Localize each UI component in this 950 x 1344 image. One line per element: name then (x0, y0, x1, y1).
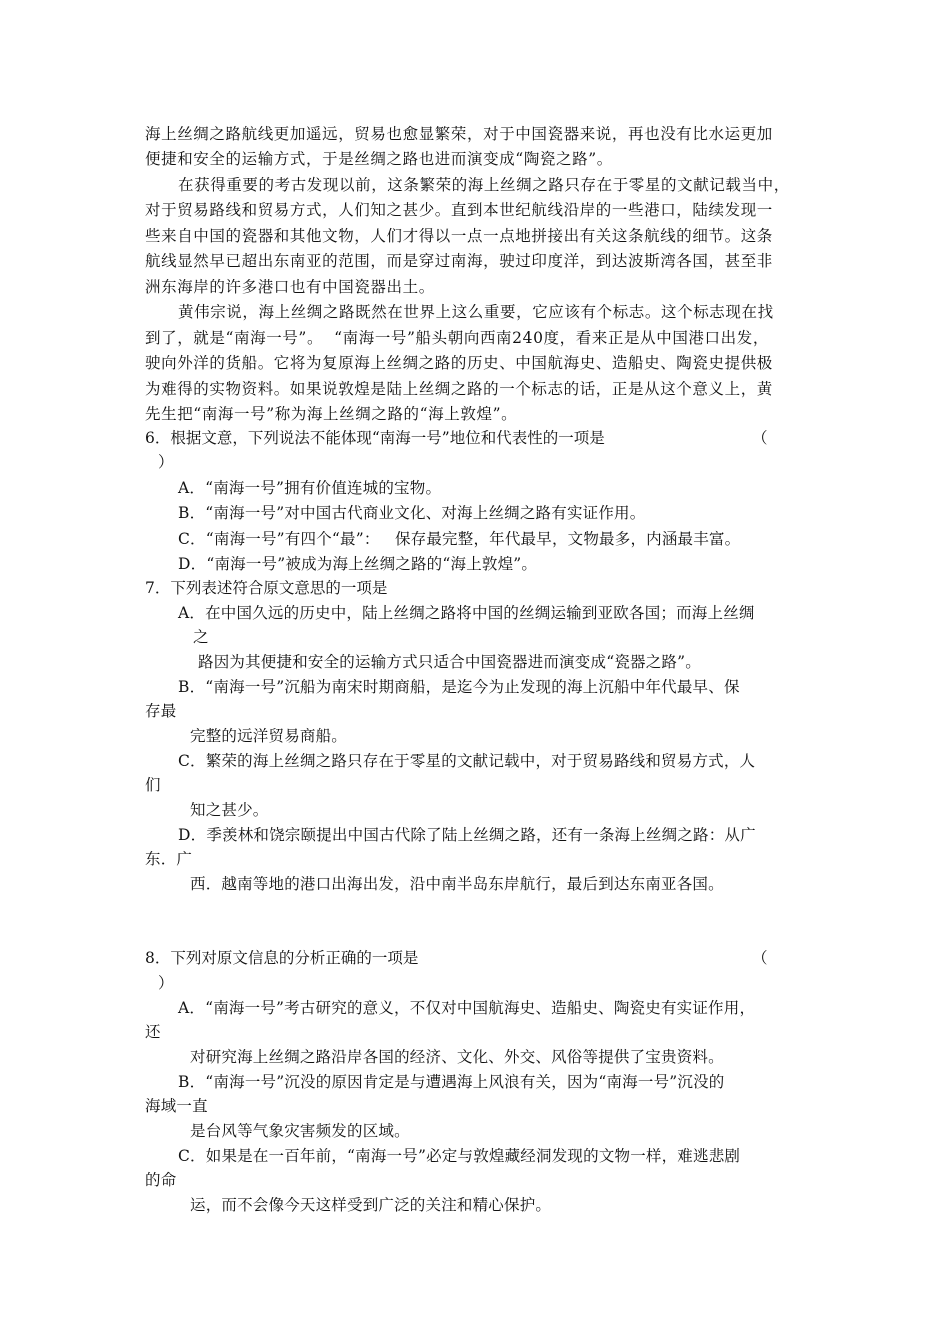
answer-paren-open: （ (752, 949, 768, 967)
option-b-wrap: 存最 (145, 702, 177, 720)
option-a: A．在中国久远的历史中，陆上丝绸之路将中国的丝绸运输到亚欧各国；而海上丝绸 (178, 604, 755, 622)
option-d-cont: 西．越南等地的港口出海出发，沿中南半岛东岸航行，最后到达东南亚各国。 (190, 875, 724, 893)
question-stem: 6．根据文意，下列说法不能体现“南海一号”地位和代表性的一项是 (145, 429, 605, 447)
option-c-cont: 运，而不会像今天这样受到广泛的关注和精心保护。 (190, 1196, 552, 1214)
passage-line: 到了，就是“南海一号”。 “南海一号”船头朝向西南240度，看来正是从中国港口出发， (145, 329, 769, 347)
passage-line: 洲东海岸的许多港口也有中国瓷器出土。 (145, 278, 435, 296)
option-b: B．“南海一号”沉船为南宋时期商船，是迄今为止发现的海上沉船中年代最早、保 (178, 678, 740, 696)
option-b-wrap: 海域一直 (145, 1097, 208, 1115)
option-a: A．“南海一号”拥有价值连城的宝物。 (178, 479, 442, 497)
passage-line: 先生把“南海一号”称为海上丝绸之路的“海上敦煌”。 (145, 405, 518, 423)
option-c-cont: 知之甚少。 (190, 801, 269, 819)
question-stem: 8．下列对原文信息的分析正确的一项是 (145, 949, 419, 967)
option-a-wrap: 之 (193, 628, 209, 646)
question-stem: 7．下列表述符合原文意思的一项是 (145, 579, 388, 597)
option-b-cont: 是台风等气象灾害频发的区域。 (190, 1122, 410, 1140)
answer-paren-close: ） (158, 974, 174, 992)
option-b: B．“南海一号”对中国古代商业文化、对海上丝绸之路有实证作用。 (178, 504, 646, 522)
passage-line: 些来自中国的瓷器和其他文物，人们才得以一点一点地拼接出有关这条航线的细节。这条 (145, 227, 773, 245)
passage-line: 黄伟宗说，海上丝绸之路既然在世界上这么重要，它应该有个标志。这个标志现在找 (178, 303, 774, 321)
option-d: D．“南海一号”被成为海上丝绸之路的“海上敦煌”。 (178, 555, 538, 573)
option-a-cont: 对研究海上丝绸之路沿岸各国的经济、文化、外交、风俗等提供了宝贵资料。 (190, 1048, 724, 1066)
passage-line: 驶向外洋的货船。它将为复原海上丝绸之路的历史、中国航海史、造船史、陶瓷史提供极 (145, 354, 773, 372)
option-c: C．繁荣的海上丝绸之路只存在于零星的文献记载中，对于贸易路线和贸易方式，人 (178, 752, 756, 770)
answer-paren-close: ） (158, 453, 174, 471)
option-c: C．“南海一号”有四个“最”： 保存最完整，年代最早，文物最多，内涵最丰富。 (178, 530, 741, 548)
passage-line: 航线显然早已超出东南亚的范围，而是穿过南海，驶过印度洋，到达波斯湾各国，甚至非 (145, 252, 773, 270)
passage-line: 便捷和安全的运输方式，于是丝绸之路也进而演变成“陶瓷之路”。 (145, 150, 613, 168)
passage-line: 海上丝绸之路航线更加遥远，贸易也愈显繁荣，对于中国瓷器来说，再也没有比水运更加 (145, 125, 773, 143)
answer-paren-open: （ (752, 429, 768, 447)
option-b-cont: 完整的远洋贸易商船。 (190, 727, 348, 745)
passage-line: 在获得重要的考古发现以前，这条繁荣的海上丝绸之路只存在于零星的文献记载当中， (178, 176, 790, 194)
option-a: A．“南海一号”考古研究的意义，不仅对中国航海史、造船史、陶瓷史有实证作用， (178, 999, 756, 1017)
option-a-wrap: 还 (145, 1023, 161, 1041)
passage-line: 对于贸易路线和贸易方式，人们知之甚少。直到本世纪航线沿岸的一些港口，陆续发现一 (145, 201, 773, 219)
option-c-wrap: 们 (145, 776, 161, 794)
option-c: C．如果是在一百年前，“南海一号”必定与敦煌藏经洞发现的文物一样，难逃悲剧 (178, 1147, 741, 1165)
passage-line: 为难得的实物资料。如果说敦煌是陆上丝绸之路的一个标志的话，正是从这个意义上，黄 (145, 380, 773, 398)
option-a-cont: 路因为其便捷和安全的运输方式只适合中国瓷器进而演变成“瓷器之路”。 (198, 653, 701, 671)
option-c-wrap: 的命 (145, 1171, 177, 1189)
option-d: D．季羡林和饶宗颐提出中国古代除了陆上丝绸之路，还有一条海上丝绸之路：从广 (178, 826, 756, 844)
option-b: B．“南海一号”沉没的原因肯定是与遭遇海上风浪有关，因为“南海一号”沉没的 (178, 1073, 725, 1091)
option-d-wrap: 东．广 (145, 850, 193, 868)
